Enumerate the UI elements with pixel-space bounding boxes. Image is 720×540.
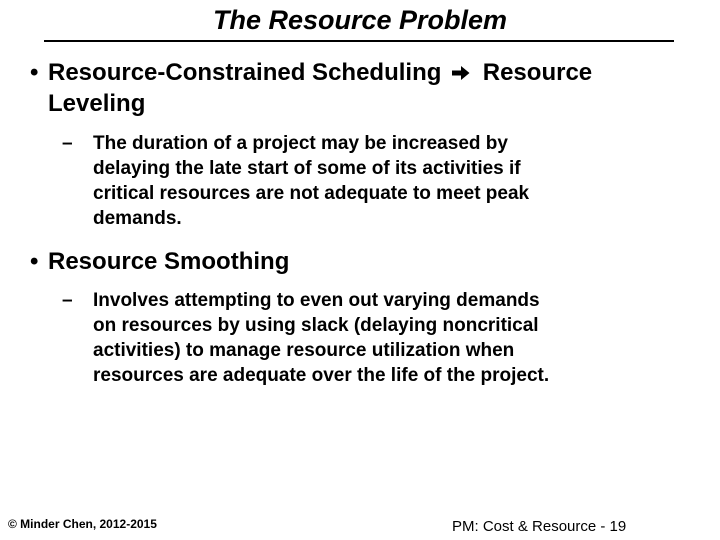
right-arrow-icon [452, 59, 470, 89]
sub-bullet-line: delaying the late start of some of its activities if [93, 158, 521, 179]
footer-copyright: © Minder Chen, 2012-2015 [8, 517, 157, 531]
sub-bullet-marker: – [62, 290, 73, 311]
sub-bullet-line: on resources by using slack (delaying noncritical [93, 315, 539, 336]
sub-bullet-marker: – [62, 133, 73, 154]
bullet-line-1 [48, 58, 592, 89]
slide-title: The Resource Problem [212, 5, 508, 35]
bullet-text: Resource Smoothing [48, 248, 290, 275]
bullet-text [48, 58, 592, 119]
footer-page-label: PM: Cost & Resource - 19 [452, 518, 627, 535]
sub-bullet-text [93, 288, 549, 388]
bullet-marker: • [30, 248, 39, 275]
sub-bullet-line: The duration of a project may be increased by [93, 133, 508, 154]
bullet-text-part1: Resource-Constrained Scheduling [48, 59, 442, 86]
sub-bullet-line: critical resources are not adequate to meet peak [93, 183, 530, 204]
sub-bullet-text [93, 131, 529, 231]
bullet-line-2: Leveling [48, 89, 146, 117]
title-underline [44, 40, 674, 42]
sub-bullet-line: resources are adequate over the life of the project. [93, 365, 550, 386]
sub-bullet-line: Involves attempting to even out varying demands [93, 290, 540, 311]
bullet-text-part2: Resource [482, 59, 593, 86]
sub-bullet-line: activities) to manage resource utilization when [93, 340, 515, 361]
sub-bullet-line: demands. [93, 208, 182, 229]
bullet-marker: • [30, 59, 39, 86]
